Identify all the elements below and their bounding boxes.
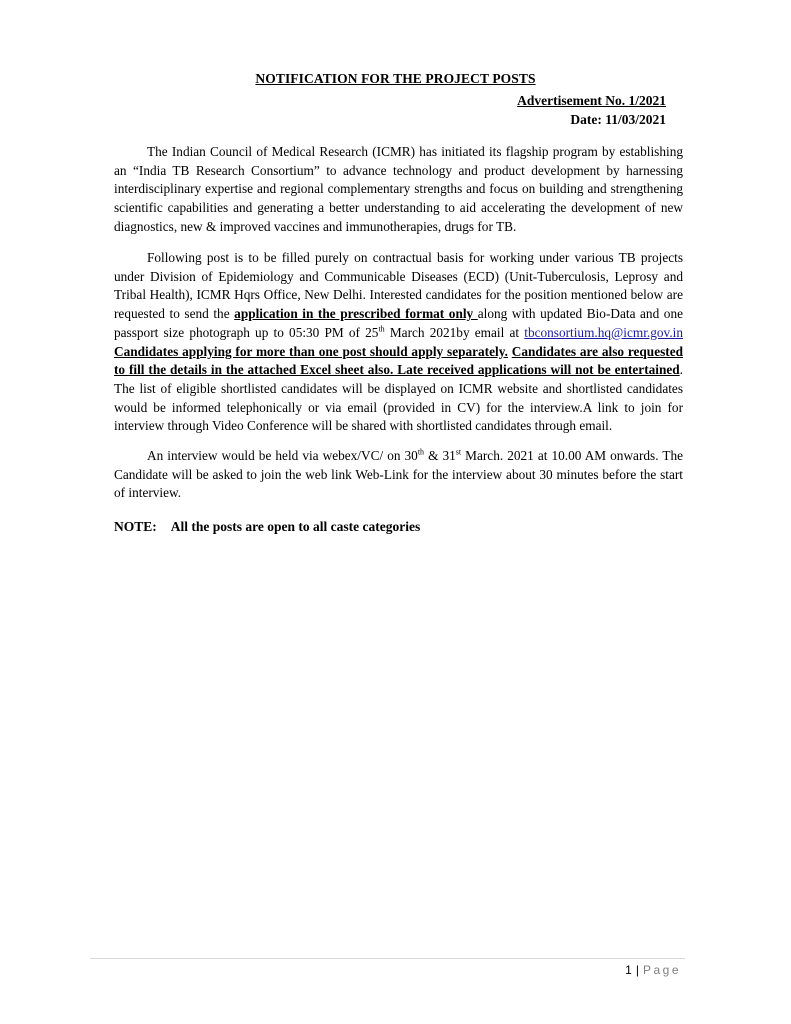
email-link[interactable]: tbconsortium.hq@icmr.gov.in	[524, 324, 683, 340]
paragraph-text: Following post is to be filled purely on contractual basis for working under various TB projects under Division of Epidemiology and Communicable Diseases (ECD) (Unit-Tuberculosis, Leprosy and Tribal Health), ICMR Hqrs Office, New Delhi. Interested candidates for the position mentioned below are requested to send the	[114, 250, 683, 322]
advertisement-number: Advertisement No. 1/2021	[517, 93, 666, 108]
apply-separately-emphasis: Candidates applying for more than one post should apply separately.	[114, 343, 508, 359]
application-paragraph	[114, 249, 683, 436]
note	[114, 519, 420, 535]
paragraph-text: . The list of eligible shortlisted candidates will be displayed on ICMR website and shortlisted candidates would be informed telephonically or via email (provided in CV) for the interview.A link to join for interview through Video Conference will be shared with shortlisted candidates through email.	[114, 362, 683, 434]
paragraph-text: along with updated Bio-Data and one passport size photograph up to 05:30 PM of 25	[114, 306, 683, 340]
superscript: th	[378, 324, 385, 334]
paragraph-text: March 2021by email at	[384, 324, 525, 340]
paragraph-text: An interview would be held via webex/VC/ on 30	[147, 448, 418, 463]
page-label: Page	[642, 963, 681, 977]
superscript: st	[455, 447, 462, 457]
excel-sheet-emphasis: Candidates are also requested to fill the details in the attached Excel sheet also. Late received applications will not be entertained	[114, 343, 683, 378]
paragraph-text: March. 2021 at 10.00 AM onwards. The Candidate will be asked to join the web link Web-Link for the interview about 30 minutes before the start of interview.	[114, 448, 683, 501]
footer-divider	[90, 958, 685, 959]
footer-separator: |	[635, 963, 639, 977]
page-footer	[625, 963, 681, 977]
paragraph-text: & 31	[424, 448, 456, 463]
note-text: All the posts are open to all caste categories	[170, 519, 421, 534]
page-title: NOTIFICATION FOR THE PROJECT POSTS	[255, 71, 536, 86]
note-label: NOTE:	[114, 519, 157, 534]
superscript: th	[417, 447, 425, 457]
page-number: 1	[625, 963, 632, 977]
interview-paragraph	[114, 447, 683, 503]
notification-date: Date: 11/03/2021	[570, 112, 666, 127]
intro-paragraph: The Indian Council of Medical Research (ICMR) has initiated its flagship program by establishing an “India TB Research Consortium” to advance technology and product development by harnessing interdisciplinary expertise and regional complementary strengths and focus on building and strengthening scientific capabilities and generating a better understanding to aid accelerating the development of new diagnostics, new & improved vaccines and immunotherapies, drugs for TB.	[114, 144, 683, 234]
prescribed-format-emphasis: application in the prescribed format only	[234, 306, 478, 322]
